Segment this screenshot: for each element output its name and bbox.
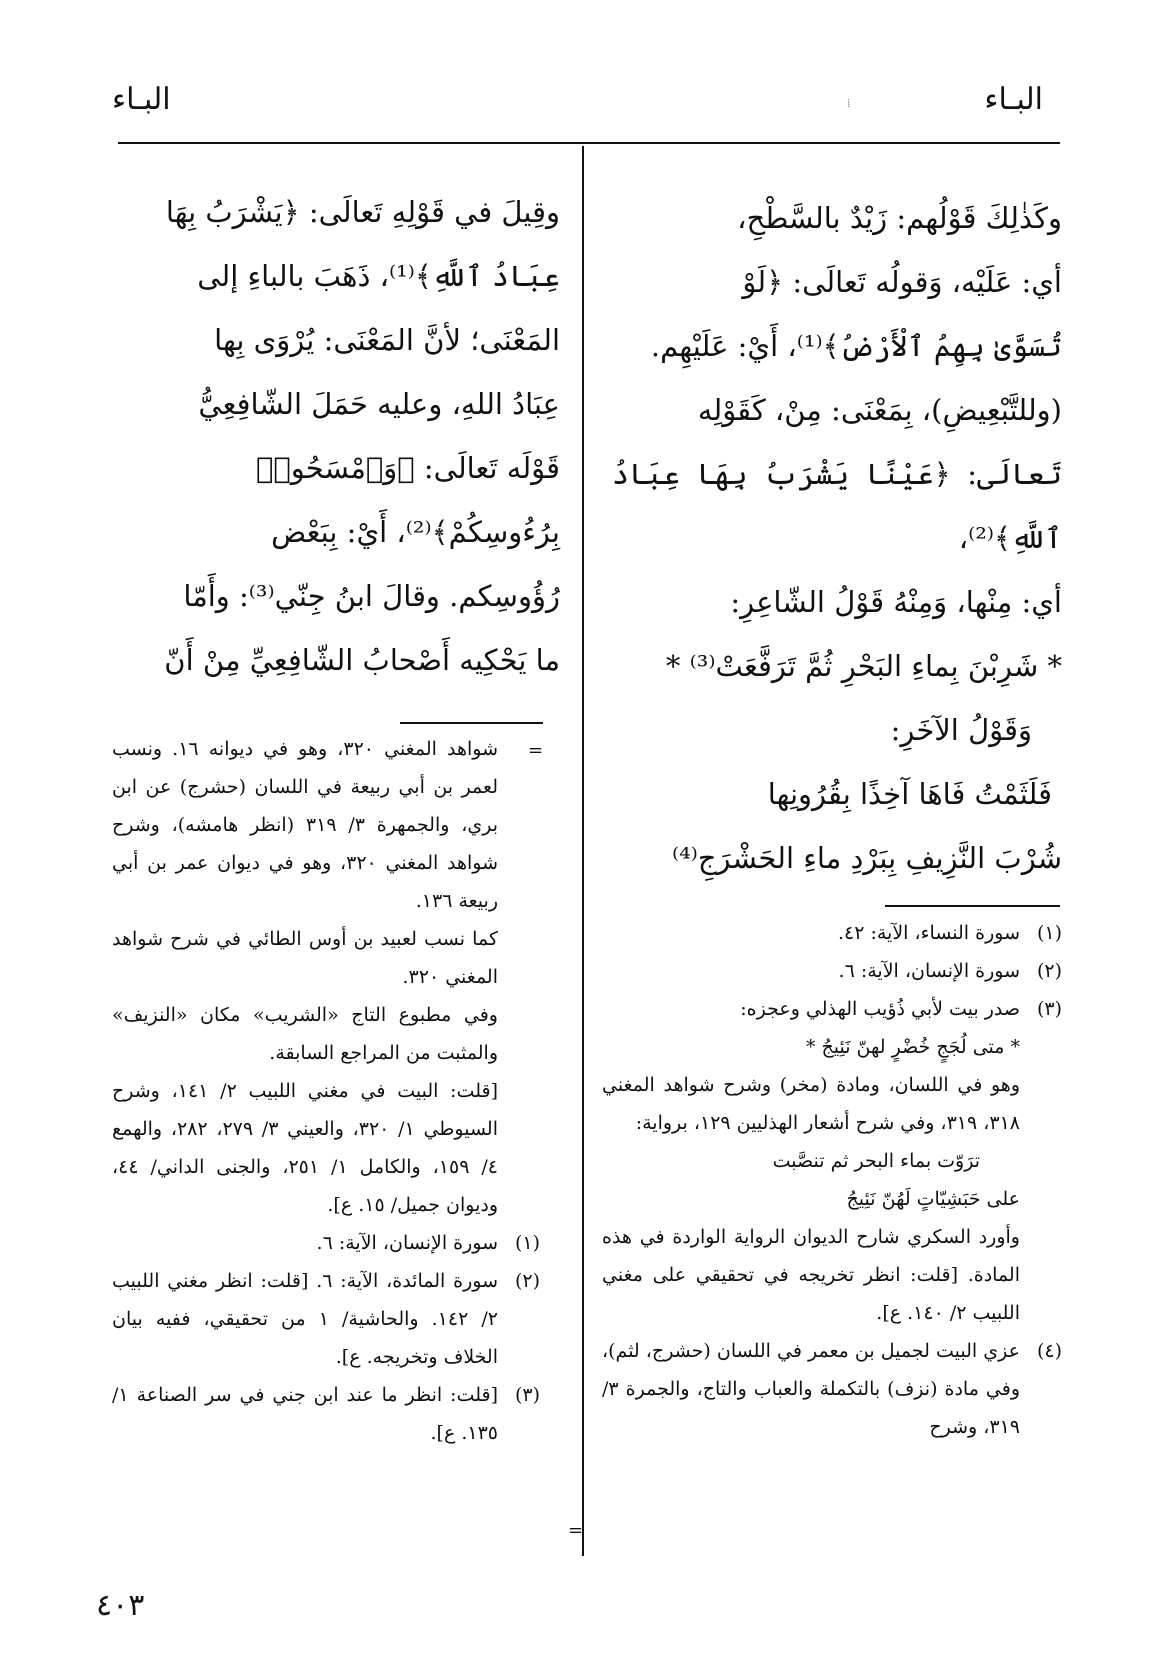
footnote-text: صدر بيت لأبي ذُؤيب الهذلي وعجزه: xyxy=(740,998,1020,1020)
page-number: ٤٠٣ xyxy=(96,1588,145,1623)
footnote-poem: على حَبَشِيّاتٍ لَهُنّ نَئِيجُ xyxy=(846,1188,1020,1210)
footnote-item xyxy=(112,1376,540,1452)
main-line: وقِيلَ في قَوْلِهِ تَعالَى: ﴿يَشْرَبُ بِهَا xyxy=(165,195,560,229)
main-line: بِرُءُوسِكُمْ﴾⁽²⁾، أَيْ: بِبَعْض xyxy=(271,515,560,549)
main-line: أي: مِنْها، وَمِنْهُ قَوْلُ الشّاعِرِ: xyxy=(730,585,1062,619)
footnote-number: (٤) xyxy=(1036,1340,1062,1362)
header-rule xyxy=(118,142,1060,144)
footnote-text: سورة النساء، الآية: ٤٢. xyxy=(837,922,1020,944)
footnote-number: (١) xyxy=(514,1232,540,1254)
footnote-number: (٣) xyxy=(1036,998,1062,1020)
footnote-number: (٢) xyxy=(514,1270,540,1292)
verse-line: * شَرِبْنَ بِماءِ البَحْرِ ثُمَّ تَرَفَّعَتْ⁽³⁾ * xyxy=(665,649,1062,683)
footnote-item xyxy=(602,952,1062,990)
footnote-item xyxy=(602,1332,1062,1446)
header-dot: ⁞ xyxy=(847,96,851,110)
main-line: قَوْلَه تَعالَى: ﴿وَٱمْسَحُوا۟ xyxy=(255,451,560,485)
footnote-poem: ترَوّت بماء البحر ثم تنصَّبت xyxy=(772,1150,980,1172)
footnote-text: وفي مطبوع التاج «الشريب» مكان «النزيف» والمثبت من المراجع السابقة. xyxy=(112,1004,498,1064)
footnote-text: شواهد المغني ٣٢٠، وهو في ديوانه ١٦. ونسب لعمر بن أبي ربيعة في اللسان (حشرج) عن ابن بري، والجمهرة ٣/ ٣١٩ (انظر هامشه)، وشرح شواهد المغني ٣٢٠، وهو في ديوان عمر بن أبي ربيعة ١٣٦. xyxy=(112,738,498,912)
footnote-poem: * متى لُجَجٍ خُضْرٍ لهنّ نَئِيجُ * xyxy=(805,1036,1020,1058)
right-column-main-text xyxy=(612,186,1062,890)
left-column-footnotes xyxy=(112,730,540,1452)
main-line: عِبَادُ ٱللَّهِ﴾⁽¹⁾، ذَهَبَ بالباءِ إلى xyxy=(197,259,560,293)
footnote-rule-right xyxy=(885,905,1060,907)
main-line: تَعالَى: ﴿عَيْنًا يَشْرَبُ بِهَا عِبَادُ ٱللَّهِ﴾⁽²⁾، xyxy=(612,457,1062,555)
running-header-left: البـاء xyxy=(112,82,171,117)
running-header-right: البـاء xyxy=(984,82,1043,117)
footnote-text: سورة الإنسان، الآية: ٦. xyxy=(838,960,1020,982)
footnote-item xyxy=(112,1224,540,1262)
footnote-item xyxy=(112,1262,540,1376)
continuation-mark: = xyxy=(528,740,544,761)
footnote-text: سورة الإنسان، الآية: ٦. xyxy=(316,1232,498,1254)
right-column-footnotes xyxy=(602,914,1062,1446)
footnote-number: (٢) xyxy=(1036,960,1062,982)
footnote-number: (٣) xyxy=(514,1384,540,1406)
main-line: ما يَحْكِيه أَصْحابُ الشّافِعِيِّ مِنْ أَنّ xyxy=(164,643,560,677)
verse-line: شُرْبَ النَّزِيفِ بِبَرْدِ ماءِ الحَشْرَجِ⁽⁴⁾ xyxy=(671,841,1062,875)
left-column-main-text xyxy=(112,180,560,692)
main-line: تُسَوَّىٰ بِهِمُ ٱلْأَرْضُ﴾⁽¹⁾، أَيْ: عَلَيْهِم. xyxy=(650,329,1062,363)
verse-line: فَلَثَمْتُ فَاهَا آخِذًا بِقُرُونِها xyxy=(767,777,1052,811)
footnote-text: [قلت: انظر ما عند ابن جني في سر الصناعة ١/ ١٣٥. ع]. xyxy=(112,1384,498,1444)
footnote-text: كما نسب لعبيد بن أوس الطائي في شرح شواهد المغني ٣٢٠. xyxy=(112,928,498,988)
footnote-text: وأورد السكري شارح الديوان الرواية الواردة في هذه المادة. [قلت: انظر تخريجه في تحقيقي على مغني اللبيب ٢/ ١٤٠. ع]. xyxy=(602,1226,1020,1324)
footnote-item xyxy=(602,990,1062,1332)
footnote-text: عزي البيت لجميل بن معمر في اللسان (حشرج، لثم)، وفي مادة (نزف) بالتكملة والعباب والتاج، والجمرة ٣/ ٣١٩، وشرح xyxy=(602,1340,1020,1438)
footnote-item xyxy=(602,914,1062,952)
footnote-text: سورة المائدة، الآية: ٦. [قلت: انظر مغني اللبيب ٢/ ١٤٢. والحاشية/ ١ من تحقيقي، ففيه بيان الخلاف وتخريجه. ع]. xyxy=(112,1270,498,1368)
main-line: رُؤُوسِكم. وقالَ ابنُ جِنّي⁽³⁾: وأَمّا xyxy=(183,579,560,613)
footnote-number: (١) xyxy=(1036,922,1062,944)
main-line: وكَذٰلِكَ قَوْلُهم: زَيْدٌ بالسَّطْحِ، xyxy=(737,201,1062,235)
footnote-rule-left xyxy=(400,722,543,724)
main-line: وَقَوْلُ الآخَرِ: xyxy=(890,713,1032,747)
main-line: عِبَادُ اللهِ، وعليه حَمَلَ الشّافِعِيُّ xyxy=(198,387,560,421)
footnote-text: وهو في اللسان، ومادة (مخر) وشرح شواهد المغني ٣١٨، ٣١٩، وفي شرح أشعار الهذليين ١٢٩، برواية: xyxy=(602,1074,1020,1134)
main-line: المَعْنَى؛ لأنَّ المَعْنَى: يُرْوَى بِها xyxy=(214,323,560,357)
footnote-text: [قلت: البيت في مغني اللبيب ٢/ ١٤١، وشرح السيوطي ١/ ٣٢٠، والعيني ٣/ ٢٧٩، ٢٨٢، والهمع ٤/ ١٥٩، والكامل ١/ ٢٥١، والجنى الداني/ ٤٤، وديوان جميل/ ١٥. ع]. xyxy=(112,1080,498,1216)
continuation-mark: = xyxy=(568,1520,584,1541)
main-line: أي: عَلَيْه، وَقولُه تَعالَى: ﴿لَوْ xyxy=(742,265,1062,299)
column-divider xyxy=(582,146,584,1556)
main-line: (وللتَّبْعِيضِ)، بِمَعْنَى: مِنْ، كَقَوْلِه xyxy=(697,393,1062,427)
